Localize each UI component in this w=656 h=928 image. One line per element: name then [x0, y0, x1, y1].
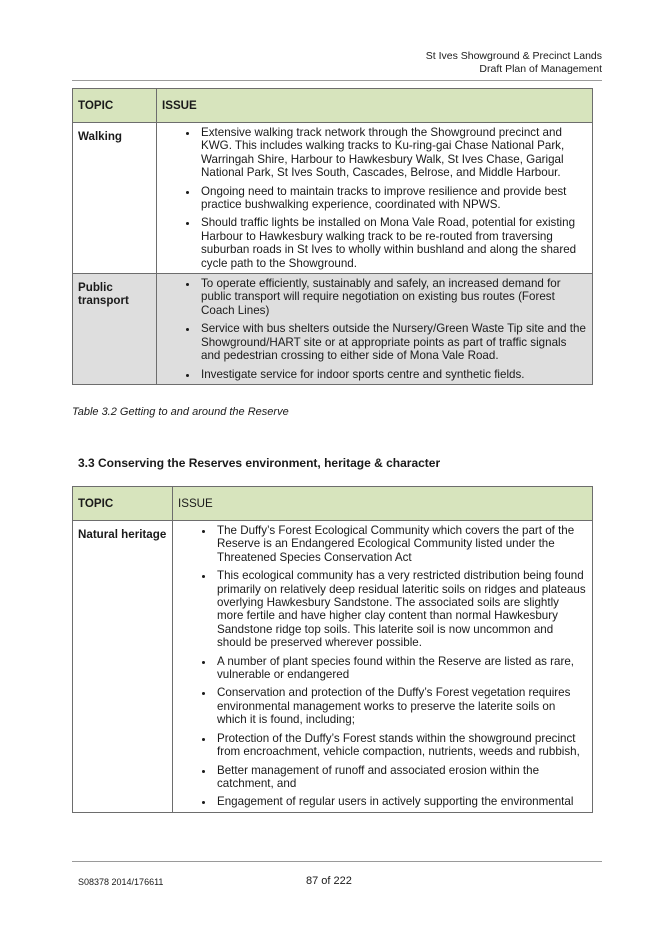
list-item: • This ecological community has a very restricted distribution being found primarily on relatively deep residual lateritic soils on ridges and plateaus overlying Hawkesbury Sandstone. The associated soils are slightly more fertile and have higher clay content than normal Hawkesbury Sandstone ridge top soils. This laterite soil is now uncommon and should be preserved wherever possible. — [215, 569, 588, 649]
running-header — [426, 50, 602, 76]
issue-cell — [157, 274, 593, 385]
list-item: • Should traffic lights be installed on Mona Vale Road, potential for existing Harbour to Hawkesbury walking track to be re-routed from traversing suburban roads in St Ives to wholly within bushland and along the shared cycle path to the Showground. — [199, 216, 588, 270]
page-number: 87 of 222 — [306, 875, 352, 887]
column-header-issue: ISSUE — [157, 89, 593, 123]
table-row — [73, 123, 593, 274]
header-title: St Ives Showground & Precinct Lands — [425, 50, 602, 62]
column-header-issue: ISSUE — [173, 487, 593, 521]
list-item: • Better management of runoff and associated erosion within the catchment, and — [215, 764, 588, 791]
table-header-row — [73, 487, 593, 521]
topic-cell: Public transport — [73, 274, 157, 385]
topic-cell: Walking — [73, 123, 157, 274]
column-header-topic: TOPIC — [73, 487, 173, 521]
table-row — [73, 521, 593, 813]
table-header-row — [73, 89, 593, 123]
header-rule — [72, 80, 602, 81]
list-item: • The Duffy’s Forest Ecological Community which covers the part of the Reserve is an Endangered Ecological Community listed under the Threatened Species Conservation Act — [215, 524, 588, 564]
column-header-topic: TOPIC — [73, 89, 157, 123]
footer-rule — [72, 861, 602, 862]
heritage-issues-table — [72, 486, 593, 813]
list-item: • Protection of the Duffy’s Forest stands within the showground precinct from encroachment, vehicle compaction, nutrients, weeds and rubbish, — [215, 732, 588, 759]
table-caption: Table 3.2 Getting to and around the Reserve — [72, 406, 289, 418]
list-item: • To operate efficiently, sustainably and safely, an increased demand for public transport will require negotiation on existing bus routes (Forest Coach Lines) — [199, 277, 588, 317]
issue-list — [157, 274, 592, 384]
topic-cell: Natural heritage — [73, 521, 173, 813]
issue-list — [157, 123, 592, 273]
issue-cell — [157, 123, 593, 274]
list-item: • Service with bus shelters outside the Nursery/Green Waste Tip site and the Showground/HART site or at appropriate points as part of traffic signals and pedestrian crossing to either side of Mona Vale Road. — [199, 322, 588, 362]
issue-list — [173, 521, 592, 812]
table-row — [73, 274, 593, 385]
list-item: • A number of plant species found within the Reserve are listed as rare, vulnerable or endangered — [215, 655, 588, 682]
document-reference: S08378 2014/176611 — [78, 877, 164, 887]
header-subtitle: Draft Plan of Management — [479, 63, 602, 75]
issue-cell — [173, 521, 593, 813]
list-item: • Extensive walking track network through the Showground precinct and KWG. This includes walking tracks to Ku-ring-gai Chase National Park, Warringah Shire, Harbour to Hawkesbury Walk, St Ives Chase, Garigal National Park, St Ives South, Cascades, Belrose, and Middle Harbour. — [199, 126, 588, 180]
list-item: • Investigate service for indoor sports centre and synthetic fields. — [199, 368, 588, 381]
list-item: • Engagement of regular users in actively supporting the environmental — [215, 795, 588, 808]
list-item: • Ongoing need to maintain tracks to improve resilience and provide best practice bushwalking experience, coordinated with NPWS. — [199, 185, 588, 212]
list-item: • Conservation and protection of the Duffy’s Forest vegetation requires environmental management works to preserve the laterite soils on which it is found, including; — [215, 686, 588, 726]
transport-issues-table — [72, 88, 593, 385]
section-heading: 3.3 Conserving the Reserves environment, heritage & character — [78, 456, 441, 470]
